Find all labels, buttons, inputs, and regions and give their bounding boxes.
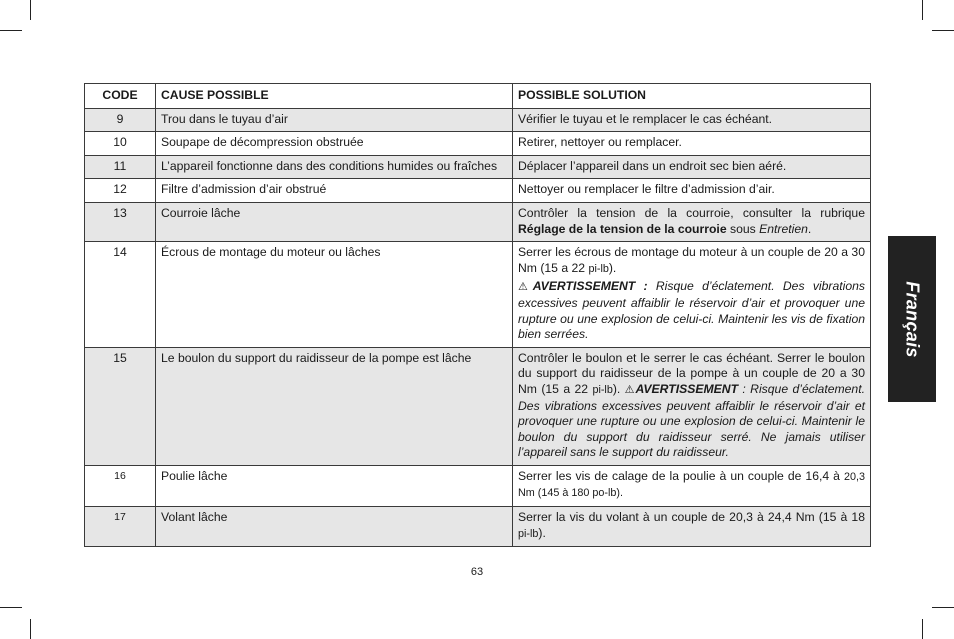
warning-text: : Risque d’éclatement. Des vibrations excessives peuvent affaiblir le réservoir d’air et provoquer une rupture ou une explosion de celui-ci. Maintenir le boulon du support du raidisseur serré. Ne jamais utiliser l’appareil sans le support du raidisseur. — [518, 381, 865, 460]
row-code: 17 — [85, 507, 156, 547]
row-cause: Poulie lâche — [156, 465, 513, 506]
row-solution — [513, 507, 871, 547]
language-tab-label: Français — [902, 280, 923, 358]
solution-italic-reference: Entretien — [759, 221, 808, 236]
row-code: 13 — [85, 202, 156, 241]
row-cause: L’appareil fonctionne dans des conditions humides ou fraîches — [156, 155, 513, 179]
crop-mark — [30, 0, 31, 20]
solution-text-small: 20,3 Nm (145 à 180 po-lb). — [518, 470, 865, 500]
table-row — [85, 179, 871, 203]
row-solution — [513, 202, 871, 241]
row-solution: Retirer, nettoyer ou remplacer. — [513, 132, 871, 156]
warning-triangle-icon: ⚠ — [624, 383, 636, 396]
language-tab — [888, 236, 936, 402]
row-cause: Soupape de décompression obstruée — [156, 132, 513, 156]
row-solution — [513, 347, 871, 465]
row-cause: Le boulon du support du raidisseur de la pompe est lâche — [156, 347, 513, 465]
page-number: 63 — [470, 566, 484, 578]
row-code: 16 — [85, 465, 156, 506]
table-row — [85, 202, 871, 241]
row-cause: Courroie lâche — [156, 202, 513, 241]
solution-text: ). — [538, 525, 546, 540]
solution-text: Contrôler le boulon et le serrer le cas échéant. Serrer le boulon du support du raidisseur de la pompe à un couple de 20 a 30 Nm (15 a 22 — [518, 350, 865, 396]
column-header-solution: POSSIBLE SOLUTION — [513, 84, 871, 109]
row-code: 14 — [85, 242, 156, 348]
column-header-cause: CAUSE POSSIBLE — [156, 84, 513, 109]
table-row — [85, 132, 871, 156]
warning-paragraph — [518, 279, 865, 342]
row-solution — [513, 242, 871, 348]
crop-mark — [922, 619, 923, 639]
crop-mark — [30, 619, 31, 639]
table-row — [85, 242, 871, 348]
solution-bold-reference: Réglage de la tension de la courroie — [518, 221, 727, 236]
troubleshooting-table — [84, 83, 871, 547]
column-header-code: CODE — [85, 84, 156, 109]
solution-unit: pi-lb — [592, 383, 613, 396]
row-code: 9 — [85, 108, 156, 132]
table-row — [85, 155, 871, 179]
row-code: 10 — [85, 132, 156, 156]
solution-unit: pi-lb — [588, 262, 609, 275]
solution-text: ). — [608, 260, 617, 275]
solution-text: ). — [612, 381, 625, 396]
table-row — [85, 108, 871, 132]
warning-triangle-icon: ⚠ — [518, 281, 533, 294]
row-solution: Déplacer l’appareil dans un endroit sec bien aéré. — [513, 155, 871, 179]
table-header-row — [85, 84, 871, 109]
row-code: 12 — [85, 179, 156, 203]
row-cause: Écrous de montage du moteur ou lâches — [156, 242, 513, 348]
row-solution: Nettoyer ou remplacer le filtre d’admission d’air. — [513, 179, 871, 203]
solution-text: Contrôler la tension de la courroie, consulter la rubrique — [518, 205, 865, 220]
row-solution: Vérifier le tuyau et le remplacer le cas échéant. — [513, 108, 871, 132]
warning-text: Risque d’éclatement. Des vibrations excessives peuvent affaiblir le réservoir d’air et provoquer une rupture ou une explosion de celui-ci. Maintenir les vis de fixation bien serrées. — [518, 279, 865, 342]
row-cause: Volant lâche — [156, 507, 513, 547]
warning-label: AVERTISSEMENT — [635, 381, 739, 396]
row-cause: Filtre d’admission d’air obstrué — [156, 179, 513, 203]
crop-mark — [932, 30, 954, 31]
solution-text: . — [807, 221, 812, 236]
solution-unit: pi-lb — [518, 527, 539, 540]
solution-text: sous — [726, 221, 760, 236]
solution-text: Serrer les écrous de montage du moteur à un couple de 20 a 30 Nm (15 a 22 — [518, 245, 865, 275]
row-code: 11 — [85, 155, 156, 179]
crop-mark — [0, 30, 22, 31]
table-row — [85, 465, 871, 506]
solution-text: Serrer la vis du volant à un couple de 20,3 à 24,4 Nm (15 à 18 — [518, 510, 865, 525]
table-row — [85, 507, 871, 547]
crop-mark — [932, 607, 954, 608]
table-row — [85, 347, 871, 465]
solution-text: Serrer les vis de calage de la poulie à un couple de 16,4 à — [518, 468, 844, 483]
row-cause: Trou dans le tuyau d’air — [156, 108, 513, 132]
solution-paragraph — [518, 245, 865, 277]
row-code: 15 — [85, 347, 156, 465]
crop-mark — [0, 607, 22, 608]
crop-mark — [922, 0, 923, 20]
warning-label: AVERTISSEMENT : — [532, 279, 648, 294]
row-solution — [513, 465, 871, 506]
